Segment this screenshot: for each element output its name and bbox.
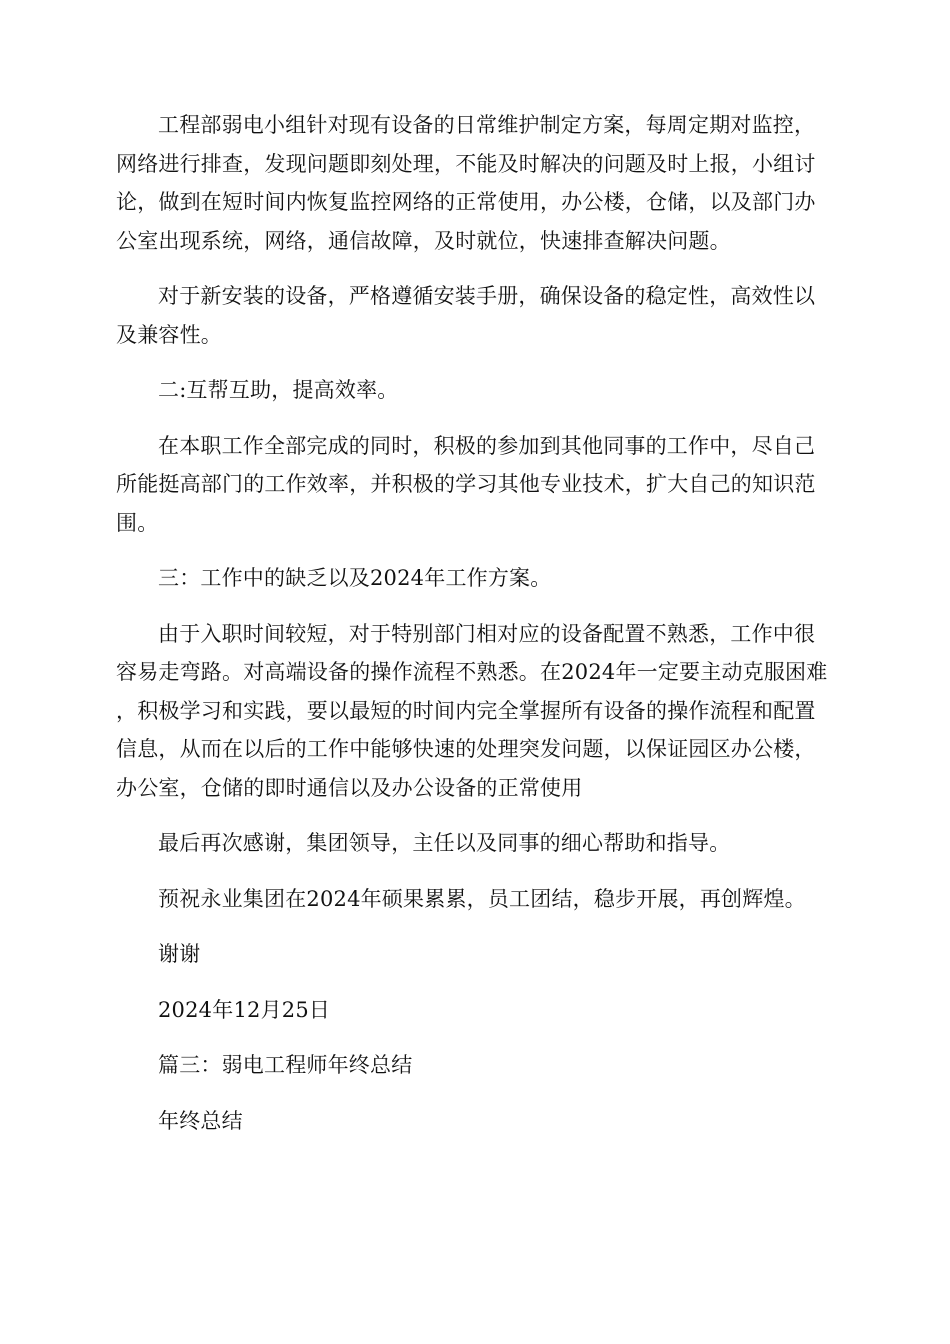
section-heading-mutual-help: 二:互帮互助，提高效率。 [158,378,399,402]
paragraph-wishes: 预祝永业集团在2024年硕果累累，员工团结，稳步开展，再创辉煌。 [158,886,806,911]
paragraph-maintenance-plan: 工程部弱电小组针对现有设备的日常维护制定方案，每周定期对监控，网络进行排查，发现问题即刻处理，不能及时解决的问题及时上报，小组讨论，做到在短时间内恢复监控网络的正常使用，办公楼，仓储，以及部门办公室出现系统，网络，通信故障，及时就位，快速排查解决问题。 [116,113,816,253]
section-heading-shortcomings-plan: 三：工作中的缺乏以及2024年工作方案。 [158,566,552,590]
closing-thanks: 谢谢 [158,942,201,966]
paragraph-new-equipment: 对于新安装的设备，严格遵循安装手册，确保设备的稳定性，高效性以及兼容性。 [116,284,816,347]
chapter-title: 篇三：弱电工程师年终总结 [158,1053,413,1077]
report-title: 年终总结 [158,1108,243,1133]
paragraph-shortcomings-plan: 由于入职时间较短，对于特别部门相对应的设备配置不熟悉，工作中很容易走弯路。对高端设备的操作流程不熟悉。在2024年一定要主动克服困难，积极学习和实践，要以最短的时间内完全掌握所有设备的操作流程和配置信息，从而在以后的工作中能够快速的处理突发问题，以保证园区办公楼，办公室，仓储的即时通信以及办公设备的正常使用 [116,621,828,800]
paragraph-mutual-help: 在本职工作全部完成的同时，积极的参加到其他同事的工作中，尽自己所能挺高部门的工作效率，并积极的学习其他专业技术，扩大自己的知识范围。 [116,433,816,535]
document-body [116,106,836,1140]
paragraph-thanks: 最后再次感谢，集团领导，主任以及同事的细心帮助和指导。 [158,831,731,855]
document-date: 2024年12月25日 [158,997,331,1022]
